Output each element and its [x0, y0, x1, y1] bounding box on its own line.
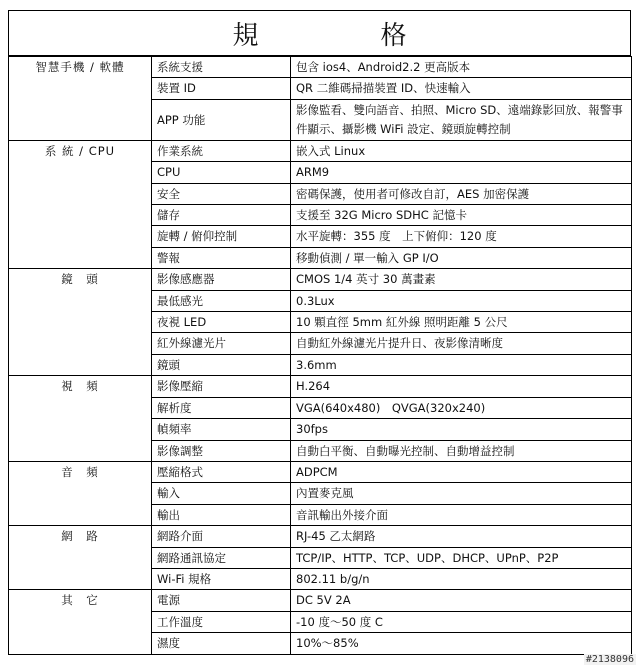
spec-item-label: 鏡頭 — [152, 354, 291, 375]
page-title: 規 格 — [8, 10, 631, 56]
spec-item-label: 旋轉 / 俯仰控制 — [152, 226, 291, 247]
spec-item-value: 支援至 32G Micro SDHC 記憶卡 — [291, 205, 632, 226]
spec-item-value: QR 二維碼掃描裝置 ID、快速輸入 — [291, 78, 632, 99]
spec-item-label: 電源 — [152, 590, 291, 611]
spec-item-value: 自動紅外線濾光片提升日、夜影像清晰度 — [291, 333, 632, 354]
spec-table — [8, 56, 632, 655]
spec-item-label: APP 功能 — [152, 99, 291, 140]
spec-item-label: 作業系統 — [152, 140, 291, 161]
spec-item-label: 影像感應器 — [152, 269, 291, 290]
spec-item-label: 輸出 — [152, 504, 291, 525]
spec-item-label: 夜視 LED — [152, 312, 291, 333]
spec-item-label: 警報 — [152, 247, 291, 268]
spec-item-label: 系統支援 — [152, 57, 291, 78]
section-category: 系 統 / CPU — [9, 140, 152, 268]
spec-item-value: ARM9 — [291, 162, 632, 183]
spec-table-body — [9, 57, 632, 655]
spec-item-label: 壓縮格式 — [152, 461, 291, 482]
spec-item-value: 0.3Lux — [291, 290, 632, 311]
spec-item-label: 影像壓縮 — [152, 376, 291, 397]
spec-item-value: CMOS 1/4 英寸 30 萬畫素 — [291, 269, 632, 290]
spec-item-label: 濕度 — [152, 633, 291, 654]
spec-item-value: 密碼保護，使用者可修改自訂，AES 加密保護 — [291, 183, 632, 204]
spec-item-value: RJ-45 乙太網路 — [291, 526, 632, 547]
table-row — [9, 269, 632, 290]
section-category: 視 頻 — [9, 376, 152, 462]
spec-item-value: 自動白平衡、自動曝光控制、自動增益控制 — [291, 440, 632, 461]
spec-item-value: 3.6mm — [291, 354, 632, 375]
spec-item-label: 安全 — [152, 183, 291, 204]
spec-item-label: 網路通訊協定 — [152, 547, 291, 568]
spec-item-value: 影像監看、雙向語音、拍照、Micro SD、遠端錄影回放、報警事件顯示、攝影機 WiFi 設定、鏡頭旋轉控制 — [291, 99, 632, 140]
spec-item-value: H.264 — [291, 376, 632, 397]
table-row — [9, 376, 632, 397]
spec-item-label: 影像調整 — [152, 440, 291, 461]
table-row — [9, 590, 632, 611]
spec-item-value: 嵌入式 Linux — [291, 140, 632, 161]
spec-item-value: 10%～85% — [291, 633, 632, 654]
spec-item-label: 工作溫度 — [152, 611, 291, 632]
spec-item-label: 最低感光 — [152, 290, 291, 311]
spec-item-label: 幀頻率 — [152, 419, 291, 440]
spec-item-label: CPU — [152, 162, 291, 183]
section-category: 鏡 頭 — [9, 269, 152, 376]
section-category: 網 路 — [9, 526, 152, 590]
spec-item-value: ADPCM — [291, 461, 632, 482]
spec-item-value: VGA(640x480) QVGA(320x240) — [291, 397, 632, 418]
spec-item-value: -10 度～50 度 C — [291, 611, 632, 632]
spec-item-value: 10 顆直徑 5mm 紅外線 照明距離 5 公尺 — [291, 312, 632, 333]
spec-item-value: 音訊輸出外接介面 — [291, 504, 632, 525]
section-category: 智慧手機 / 軟體 — [9, 57, 152, 141]
spec-item-value: 移動偵測 / 單一輸入 GP I/O — [291, 247, 632, 268]
table-row — [9, 140, 632, 161]
spec-item-value: TCP/IP、HTTP、TCP、UDP、DHCP、UPnP、P2P — [291, 547, 632, 568]
spec-item-value: 內置麥克風 — [291, 483, 632, 504]
spec-item-value: 802.11 b/g/n — [291, 568, 632, 589]
spec-item-label: 儲存 — [152, 205, 291, 226]
section-category: 其 它 — [9, 590, 152, 654]
spec-item-label: Wi-Fi 規格 — [152, 568, 291, 589]
spec-sheet — [8, 10, 631, 655]
spec-item-value: DC 5V 2A — [291, 590, 632, 611]
spec-item-label: 解析度 — [152, 397, 291, 418]
spec-item-value: 包含 ios4、Android2.2 更高版本 — [291, 57, 632, 78]
spec-item-label: 裝置 ID — [152, 78, 291, 99]
spec-item-value: 水平旋轉：355 度 上下俯仰：120 度 — [291, 226, 632, 247]
section-category: 音 頻 — [9, 461, 152, 525]
spec-item-label: 輸入 — [152, 483, 291, 504]
table-row — [9, 461, 632, 482]
spec-item-label: 紅外線濾光片 — [152, 333, 291, 354]
table-row — [9, 57, 632, 78]
spec-item-label: 網路介面 — [152, 526, 291, 547]
watermark-id: #2138096 — [585, 654, 634, 665]
table-row — [9, 526, 632, 547]
spec-item-value: 30fps — [291, 419, 632, 440]
